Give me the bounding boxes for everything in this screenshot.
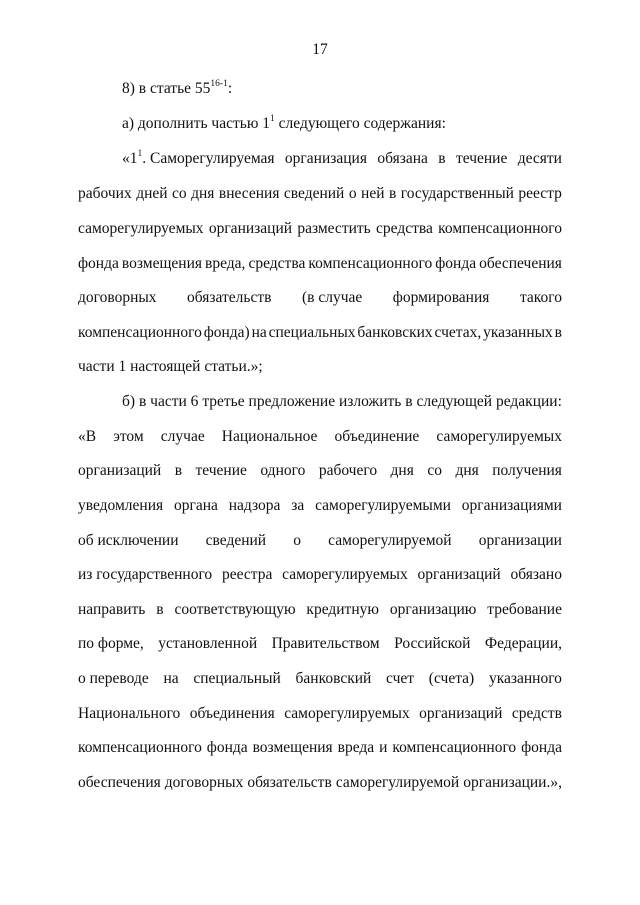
- word: о: [293, 532, 302, 549]
- word: в: [438, 150, 446, 167]
- word: сведений: [283, 185, 345, 202]
- new-part-line-6: [78, 323, 562, 343]
- word: (счета): [428, 670, 475, 687]
- word: . Саморегулируемая: [142, 150, 275, 167]
- word: соответствующую: [174, 601, 296, 618]
- word: саморегулируемых: [436, 428, 562, 445]
- word: обязано: [510, 566, 562, 583]
- word: компенсационного: [78, 324, 202, 341]
- word: организацию: [389, 601, 477, 618]
- word: со: [427, 462, 442, 479]
- new-part-line-1: [122, 149, 562, 169]
- word: дня: [455, 462, 479, 479]
- word: фонда: [435, 255, 477, 272]
- word: третье: [202, 393, 245, 410]
- word: Федерации,: [484, 635, 562, 652]
- word: возмещения: [252, 739, 333, 756]
- word: компенсационного: [78, 739, 202, 756]
- word: обязательств: [187, 289, 272, 306]
- item-b-text-line-8: [78, 669, 562, 689]
- word: надзора: [228, 497, 281, 514]
- word: специальный: [193, 670, 281, 687]
- word: (в случае: [301, 289, 363, 306]
- new-part-line-7: части 1 настоящей статьи.»;: [78, 358, 263, 375]
- word: организации: [478, 532, 562, 549]
- word: о: [348, 185, 357, 202]
- word: из государственного: [78, 566, 213, 583]
- word: об исключении: [78, 532, 179, 549]
- word: установленной: [158, 635, 258, 652]
- word: и: [379, 739, 388, 756]
- item-b-text-line-11: [78, 773, 562, 793]
- lead-word: [122, 149, 275, 169]
- word: указанных: [483, 324, 553, 341]
- word: в: [174, 462, 183, 479]
- item-b-text-line-1: [78, 427, 562, 447]
- word: объединения: [189, 705, 275, 722]
- word: на: [251, 324, 267, 341]
- word: в: [156, 601, 164, 618]
- item-b-text-line-7: [78, 634, 562, 654]
- word: реестра: [221, 566, 273, 583]
- item-b-text-line-2: [78, 461, 562, 481]
- word: организациями: [461, 497, 562, 514]
- word: счет: [386, 670, 415, 687]
- word: реестр: [518, 185, 562, 202]
- word: по форме,: [78, 635, 144, 652]
- word: редакции:: [495, 393, 562, 410]
- word: течение: [455, 150, 508, 167]
- item-b-text-line-3: [78, 496, 562, 516]
- item-b-text-line-4: [78, 531, 562, 551]
- item-b-text-line-6: [78, 600, 562, 620]
- word: компенсационного: [392, 739, 517, 756]
- word: уведомления: [78, 497, 164, 514]
- word: компенсационного: [438, 220, 562, 237]
- new-part-line-5: [78, 288, 562, 308]
- word: организаций: [208, 220, 293, 237]
- word: следующей: [416, 393, 493, 410]
- item-b-intro: [122, 392, 562, 412]
- word: части 6: [150, 393, 199, 410]
- word: дней: [136, 185, 168, 202]
- word: возмещения: [121, 255, 202, 272]
- word: формирования: [392, 289, 490, 306]
- word: случае: [160, 428, 205, 445]
- word: б): [122, 393, 136, 410]
- word: саморегулируемых: [78, 220, 204, 237]
- word: за: [291, 497, 305, 514]
- item-8-suffix: :: [227, 80, 233, 97]
- word: вреда,: [205, 255, 246, 272]
- word: специальных: [268, 324, 356, 341]
- word: банковских: [357, 324, 433, 341]
- word: сведений: [205, 532, 267, 549]
- word: такого: [519, 289, 562, 306]
- word: фонда): [203, 324, 250, 341]
- word: государственный: [400, 185, 514, 202]
- word: саморегулируемой: [328, 532, 452, 549]
- word: саморегулируемых: [284, 705, 410, 722]
- word: со: [172, 185, 187, 202]
- word: одного: [260, 462, 306, 479]
- word: указанного: [488, 670, 562, 687]
- item-a-prefix: а) дополнить частью 1: [122, 115, 271, 132]
- new-part-line-4: [78, 254, 562, 274]
- word: предложение: [248, 393, 336, 410]
- word: счетах,: [434, 324, 482, 341]
- word: органа: [173, 497, 218, 514]
- word: саморегулируемых: [282, 566, 408, 583]
- word: в: [405, 393, 413, 410]
- word: внесения: [218, 185, 280, 202]
- word: разместить: [297, 220, 371, 237]
- word: саморегулируемой: [335, 774, 460, 791]
- word: банковский: [295, 670, 372, 687]
- word: изложить: [338, 393, 402, 410]
- word: дня: [191, 185, 215, 202]
- word: саморегулируемыми: [315, 497, 451, 514]
- word: обеспечения: [479, 255, 562, 272]
- word: о переводе: [78, 670, 149, 687]
- item-a-superscript: 1: [270, 114, 275, 124]
- word: рабочих: [78, 185, 132, 202]
- item-b-text-line-10: [78, 738, 562, 758]
- item-b-text-line-5: [78, 565, 562, 585]
- word: средств: [511, 705, 562, 722]
- word: фонда: [206, 739, 248, 756]
- item-a-intro: [122, 114, 562, 134]
- word: организаций: [417, 566, 501, 583]
- word: в: [389, 185, 397, 202]
- word: средства: [376, 220, 433, 237]
- word: в: [138, 393, 147, 410]
- item-8-prefix: 8) в статье 55: [122, 80, 211, 97]
- word: вреда: [337, 739, 375, 756]
- word: обязана: [377, 150, 428, 167]
- item-a-suffix: следующего содержания:: [274, 115, 446, 132]
- page-number: 17: [312, 41, 328, 58]
- word: кредитную: [306, 601, 379, 618]
- word: «В: [78, 428, 97, 445]
- word: объединение: [334, 428, 420, 445]
- new-part-superscript: 1: [137, 149, 143, 159]
- word: дня: [390, 462, 414, 479]
- item-8-superscript: 16-1: [210, 79, 228, 89]
- word: договорных: [164, 774, 244, 791]
- new-part-line-3: [78, 219, 562, 239]
- word: договорных: [78, 289, 157, 306]
- word: Правительством: [271, 635, 380, 652]
- word: рабочего: [318, 462, 378, 479]
- word: фонда: [521, 739, 562, 756]
- word: на: [163, 670, 179, 687]
- word: организаций: [419, 705, 503, 722]
- word: Российской: [394, 635, 471, 652]
- word: компенсационного: [308, 255, 433, 272]
- word: обязательств: [247, 774, 332, 791]
- word: ней: [361, 185, 385, 202]
- word: Национальное: [221, 428, 318, 445]
- word: течение: [195, 462, 247, 479]
- new-part-open: «1: [122, 150, 138, 167]
- word: организации.»,: [463, 774, 562, 791]
- item-b-text-line-9: [78, 704, 562, 724]
- word: фонда: [78, 255, 119, 272]
- word: Национального: [78, 705, 181, 722]
- word: требование: [487, 601, 562, 618]
- word: средства: [248, 255, 306, 272]
- word: направить: [78, 601, 146, 618]
- word: десяти: [517, 150, 562, 167]
- new-part-line-2: [78, 184, 562, 204]
- word: получения: [492, 462, 562, 479]
- word: обеспечения: [78, 774, 161, 791]
- word: этом: [113, 428, 144, 445]
- item-8-heading: [122, 79, 562, 99]
- word: в: [554, 324, 562, 341]
- word: организация: [284, 150, 367, 167]
- word: организаций: [78, 462, 162, 479]
